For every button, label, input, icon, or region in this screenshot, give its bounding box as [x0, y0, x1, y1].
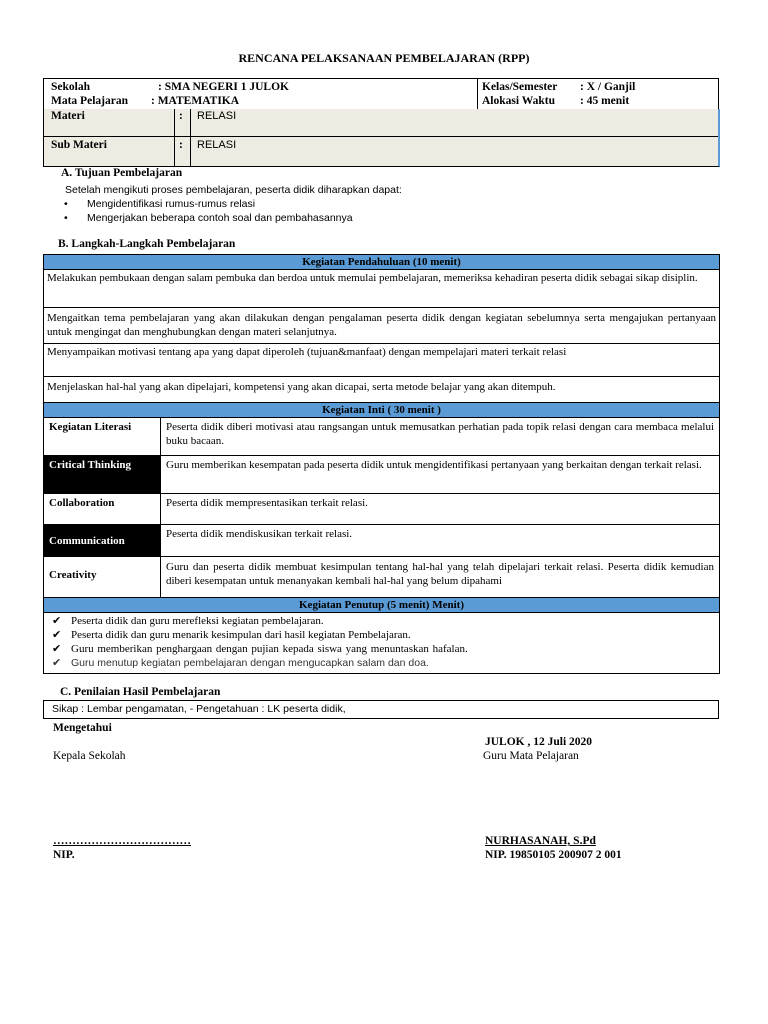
pendahuluan-row: Mengaitkan tema pembelajaran yang akan dilakukan dengan pengalaman peserta didik dengan kegiatan sebelumnya serta mengajukan pertanyaan untuk mengingat dan menghubungkan dengan materi selanjutnya.	[44, 308, 719, 344]
checkmark-icon: ✔	[52, 615, 62, 627]
pendahuluan-row: Menyampaikan motivasi tentang apa yang dapat diperoleh (tujuan&manfaat) dengan mempelajari materi terkait relasi	[44, 344, 719, 377]
mengetahui-label: Mengetahui	[53, 722, 112, 734]
inti-label: Kegiatan Literasi	[44, 418, 161, 455]
inti-text: Peserta didik mendiskusikan terkait relasi.	[166, 528, 353, 540]
inti-text: Guru dan peserta didik membuat kesimpulan tentang hal-hal yang telah dipelajari terkait relasi. Peserta didik kemudian diberi kesempatan untuk menanyakan kembali hal-hal yang belum dipahami	[166, 561, 714, 587]
section-a-intro: Setelah mengikuti proses pembelajaran, peserta didik diharapkan dapat:	[65, 184, 402, 196]
kelas-value: : X / Ganjil	[580, 81, 636, 93]
checkmark-icon: ✔	[52, 629, 62, 641]
left-signatory: ………………………………	[53, 835, 191, 847]
penutup-list	[44, 613, 719, 673]
bullet-icon: •	[64, 212, 68, 224]
checkmark-icon: ✔	[52, 643, 62, 655]
identity-top-row	[43, 78, 719, 110]
bullet-icon: •	[64, 198, 68, 210]
alokasi-value: : 45 menit	[580, 95, 630, 107]
alokasi-label: Alokasi Waktu	[482, 95, 555, 107]
section-c-heading: C. Penilaian Hasil Pembelajaran	[60, 686, 221, 698]
list-item: Mengidentifikasi rumus-rumus relasi	[87, 198, 256, 210]
pendahuluan-row: Menjelaskan hal-hal yang akan dipelajari, kompetensi yang akan dicapai, serta metode belajar yang akan ditempuh.	[44, 377, 719, 403]
left-role: Kepala Sekolah	[53, 750, 126, 762]
mapel-value: : MATEMATIKA	[151, 95, 240, 107]
inti-row	[44, 418, 719, 456]
penutup-title: Kegiatan Penutup (5 menit) Menit)	[44, 598, 719, 613]
list-item: Mengerjakan beberapa contoh soal dan pembahasannya	[87, 212, 353, 224]
list-item: ✔ Peserta didik dan guru menarik kesimpulan dari hasil kegiatan Pembelajaran.	[52, 629, 411, 641]
learning-steps-table	[43, 254, 720, 674]
inti-text: Guru memberikan kesempatan pada peserta didik untuk mengidentifikasi pertanyaan yang berkaitan dengan terkait relasi.	[166, 459, 702, 471]
inti-label: Creativity	[44, 557, 161, 597]
submateri-value: RELASI	[197, 139, 237, 151]
right-role: Guru Mata Pelajaran	[483, 750, 579, 762]
inti-row	[44, 494, 719, 525]
right-signatory: NURHASANAH, S.Pd	[485, 835, 596, 847]
left-nip: NIP.	[53, 849, 75, 861]
section-a-heading: A. Tujuan Pembelajaran	[61, 167, 183, 179]
submateri-label: Sub Materi	[51, 139, 107, 151]
inti-text: Peserta didik diberi motivasi atau rangsangan untuk memusatkan perhatian pada topik relasi dengan cara membaca melalui buku bacaan.	[166, 421, 714, 447]
materi-label: Materi	[51, 110, 85, 122]
inti-label: Critical Thinking	[44, 456, 161, 493]
inti-row	[44, 525, 719, 557]
mapel-label: Mata Pelajaran	[51, 95, 128, 107]
sekolah-value: : SMA NEGERI 1 JULOK	[158, 81, 289, 93]
identity-table	[43, 78, 719, 168]
materi-sep: :	[179, 110, 183, 122]
materi-value: RELASI	[197, 110, 237, 122]
section-b-heading: B. Langkah-Langkah Pembelajaran	[58, 238, 236, 250]
right-nip: NIP. 19850105 200907 2 001	[485, 849, 622, 861]
pendahuluan-row: Melakukan pembukaan dengan salam pembuka dan berdoa untuk memulai pembelajaran, memeriksa kehadiran peserta didik sebagai sikap disiplin.	[44, 270, 719, 308]
checkmark-icon: ✔	[52, 657, 62, 669]
inti-title: Kegiatan Inti ( 30 menit )	[44, 403, 719, 418]
inti-label: Collaboration	[44, 494, 161, 524]
pendahuluan-title: Kegiatan Pendahuluan (10 menit)	[44, 255, 719, 270]
kelas-label: Kelas/Semester	[482, 81, 558, 93]
list-item: ✔ Guru menutup kegiatan pembelajaran dengan mengucapkan salam dan doa.	[52, 657, 429, 669]
list-item: ✔ Guru memberikan penghargaan dengan pujian kepada siswa yang menuntaskan hafalan.	[52, 643, 468, 655]
column-divider	[477, 79, 478, 109]
inti-label: Communication	[44, 525, 161, 556]
sekolah-label: Sekolah	[51, 81, 90, 93]
inti-row	[44, 456, 719, 494]
place-date: JULOK , 12 Juli 2020	[485, 736, 593, 748]
inti-row	[44, 557, 719, 598]
document-title: RENCANA PELAKSANAAN PEMBELAJARAN (RPP)	[238, 51, 530, 65]
submateri-sep: :	[179, 139, 183, 151]
assessment-box: Sikap : Lembar pengamatan, - Pengetahuan : LK peserta didik,	[43, 700, 719, 719]
materi-rows	[43, 109, 720, 167]
list-item: ✔ Peserta didik dan guru merefleksi kegiatan pembelajaran.	[52, 615, 324, 627]
inti-text: Peserta didik mempresentasikan terkait relasi.	[166, 497, 368, 509]
